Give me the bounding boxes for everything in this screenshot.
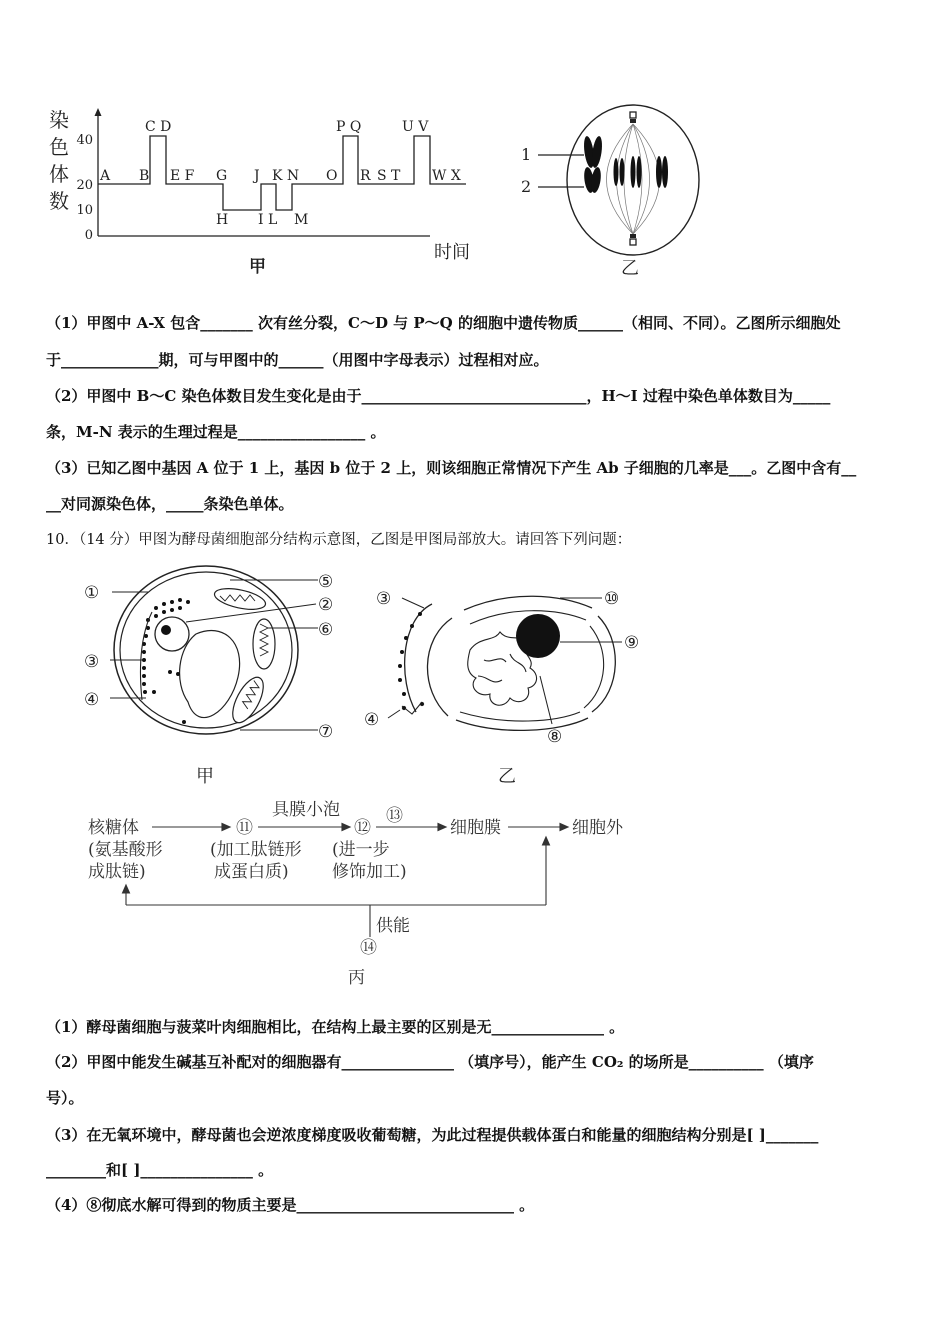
flow-note: 成蛋白质)	[214, 862, 289, 882]
structure-label: ⑦	[318, 722, 334, 742]
ytick-label: 20	[76, 178, 93, 193]
structure-label: ⑩	[604, 589, 620, 609]
q9-part3-line1: （3）已知乙图中基因 A 位于 1 上，基因 b 位于 2 上，则该细胞正常情况下产生 Ab 子细胞的几率是___。乙图中含有__	[46, 459, 857, 477]
chromosome-label-1: 1	[521, 145, 532, 164]
figure-caption: 乙	[621, 258, 639, 279]
q10-stem: 10．（14 分）甲图为酵母菌细胞部分结构示意图，乙图是甲图局部放大。请回答下列问题：	[46, 532, 632, 548]
point-label: C D	[145, 119, 172, 135]
ytick-label: 10	[76, 203, 93, 218]
point-label: A	[100, 168, 111, 184]
nucleolus	[161, 625, 171, 635]
q9-part1-line1: （1）甲图中 A-X 包含_______ 次有丝分裂，C～D 与 P～Q 的细胞中遗传物质______（相同、不同）。乙图所示细胞处	[46, 314, 841, 332]
point-label: G	[216, 168, 228, 184]
q9-part2-line1: （2）甲图中 B～C 染色体数目发生变化是由于______________________________，H～I 过程中染色单体数目为_____	[46, 387, 831, 405]
figure-caption: 甲	[196, 766, 214, 787]
q10-part4: （4）⑧彻底水解可得到的物质主要是_____________________________ 。	[46, 1196, 535, 1214]
centriole-bottom	[630, 234, 636, 245]
flow-node-12: ⑫	[354, 818, 371, 838]
q10-part3-line1: （3）在无氧环境中，酵母菌也会逆浓度梯度吸收葡萄糖，为此过程提供载体蛋白和能量的细胞结构分别是[ ]_______	[46, 1126, 819, 1144]
nucleolus	[516, 614, 560, 658]
structure-label: ④	[84, 690, 100, 710]
flow-note: (进一步	[332, 840, 390, 860]
q10-part2-line2: 号）。	[46, 1089, 84, 1107]
figure-caption: 甲	[249, 257, 266, 277]
structure-label: ②	[318, 595, 334, 615]
point-label: W X	[432, 168, 461, 184]
y-axis-arrow	[95, 108, 102, 116]
q9-part1-line2: 于_____________期，可与甲图中的______（用图中字母表示）过程相对应。	[46, 351, 549, 369]
centriole-top	[630, 112, 636, 123]
structure-label: ⑧	[547, 727, 563, 747]
point-label: H	[216, 212, 229, 228]
flow-note: (氨基酸形	[88, 840, 163, 860]
endoplasmic-reticulum	[140, 612, 152, 700]
point-label: R	[360, 168, 371, 184]
nuclear-envelope-bottom	[456, 718, 588, 730]
structure-label: ⑤	[318, 572, 334, 592]
nuclear-envelope-inner-bottom	[460, 712, 580, 721]
flow-node-11: ⑪	[236, 818, 253, 838]
flow-note: 修饰加工)	[332, 862, 407, 882]
chromosome-label-2: 2	[521, 177, 532, 196]
structure-label: ①	[84, 583, 100, 603]
point-label: K N	[272, 168, 300, 184]
flow-label-energy: 供能	[376, 916, 410, 936]
point-label: E F	[170, 168, 195, 184]
point-label: S T	[377, 168, 401, 184]
structure-label: ③	[84, 652, 100, 672]
point-label: O	[326, 168, 338, 184]
q10-part3-line2: ________和[ ]_______________ 。	[46, 1161, 274, 1179]
point-label: M	[294, 212, 309, 228]
vacuole	[180, 631, 240, 718]
nucleus-enlarged-figure	[360, 580, 660, 790]
point-label: B	[139, 168, 150, 184]
point-label: I L	[258, 212, 278, 228]
point-label: U V	[402, 119, 429, 135]
dividing-cell-figure	[510, 100, 710, 280]
chromosome-chart	[40, 100, 490, 280]
q10-part2-line1: （2）甲图中能发生碱基互补配对的细胞器有_______________ （填序号），能产生 CO₂ 的场所是__________ （填序	[46, 1053, 814, 1071]
vesicle-fragment	[402, 702, 424, 714]
ylabel-char: 色	[49, 135, 69, 159]
ylabel-char: 体	[49, 162, 69, 186]
structure-label: ⑨	[624, 633, 640, 653]
flow-note: 成肽链)	[88, 862, 146, 882]
chromosomes	[582, 136, 668, 194]
flow-node-13: ⑬	[386, 806, 403, 826]
x-axis-label: 时间	[434, 242, 470, 263]
point-label: P Q	[336, 119, 362, 135]
flow-label-vesicle: 具膜小泡	[272, 800, 340, 820]
structure-label: ⑥	[318, 620, 334, 640]
ylabel-char: 染	[49, 108, 69, 132]
secretion-pathway-figure	[80, 795, 660, 990]
flow-node-14: ⑭	[360, 938, 377, 958]
q9-part3-line2: __对同源染色体，_____条染色单体。	[46, 495, 294, 513]
flow-node-membrane: 细胞膜	[450, 818, 501, 838]
mitochondrion	[227, 673, 270, 727]
ribosome-dots	[398, 612, 422, 696]
yeast-cell-figure	[78, 562, 348, 790]
figure-caption: 丙	[348, 968, 365, 988]
ytick-label: 40	[76, 133, 93, 148]
ytick-label: 0	[84, 228, 93, 243]
nuclear-envelope-left	[427, 618, 452, 716]
ylabel-char: 数	[49, 189, 69, 213]
flow-node-ribosome: 核糖体	[88, 818, 139, 838]
flow-node-outside: 细胞外	[572, 818, 623, 838]
nuclear-envelope-inner-right	[584, 626, 604, 708]
q10-part1: （1）酵母菌细胞与菠菜叶肉细胞相比，在结构上最主要的区别是无_______________ 。	[46, 1018, 625, 1036]
point-label: J	[254, 168, 260, 184]
structure-label: ③	[376, 589, 392, 609]
q9-part2-line2: 条，M-N 表示的生理过程是_________________ 。	[46, 423, 386, 441]
nucleus	[155, 617, 189, 651]
flow-note: (加工肽链形	[210, 840, 302, 860]
mitochondrion	[253, 619, 275, 669]
figure-caption: 乙	[498, 766, 516, 787]
structure-label: ④	[364, 710, 380, 730]
